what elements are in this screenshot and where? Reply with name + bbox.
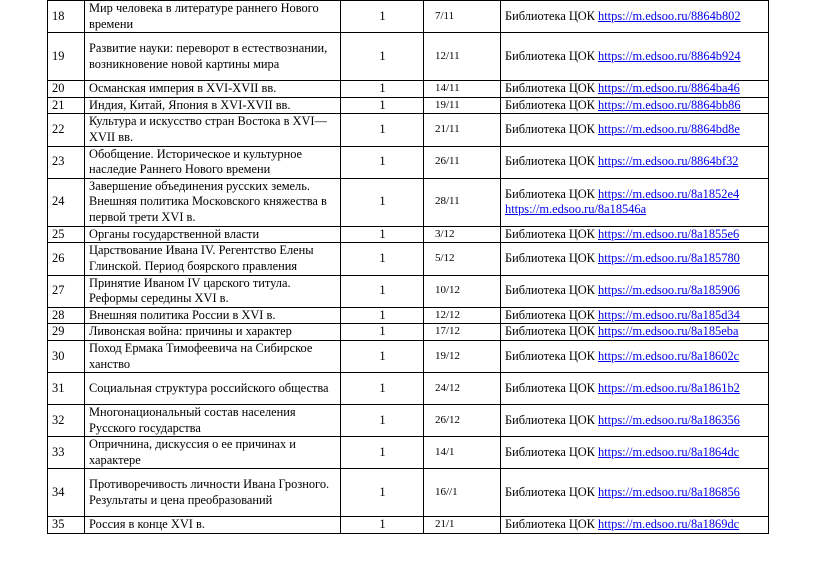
resource-label: Библиотека ЦОК <box>505 412 595 427</box>
lesson-resource-cell <box>501 97 769 114</box>
lesson-date-cell: 3/12 <box>424 226 501 243</box>
resource-link[interactable]: https://m.edsoo.ru/8a1864dc <box>598 445 740 460</box>
resource-label: Библиотека ЦОК <box>505 48 595 63</box>
resource-label: Библиотека ЦОК <box>505 154 595 169</box>
lesson-number-cell: 32 <box>48 405 85 437</box>
resource-link[interactable]: https://m.edsoo.ru/8864bd8e <box>598 122 740 137</box>
resource-label: Библиотека ЦОК <box>505 348 595 363</box>
resource-link[interactable]: https://m.edsoo.ru/8864ba46 <box>598 81 740 96</box>
lesson-date-cell: 12/12 <box>424 307 501 324</box>
resource-link[interactable]: https://m.edsoo.ru/8a1855e6 <box>598 226 740 241</box>
lesson-hours-cell: 1 <box>341 324 424 341</box>
resource-link[interactable]: https://m.edsoo.ru/8864b924 <box>598 48 741 63</box>
resource-label: Библиотека ЦОК <box>505 122 595 137</box>
lesson-date-cell: 17/12 <box>424 324 501 341</box>
lesson-resource-cell <box>501 178 769 226</box>
lesson-hours-cell: 1 <box>341 373 424 405</box>
resource-label: Библиотека ЦОК <box>505 8 595 23</box>
lesson-resource-cell <box>501 33 769 81</box>
resource-link[interactable]: https://m.edsoo.ru/8a186856 <box>598 485 740 500</box>
table-row <box>48 405 769 437</box>
lesson-resource-cell <box>501 81 769 98</box>
lesson-resource-cell <box>501 340 769 372</box>
resource-link[interactable]: https://m.edsoo.ru/8a185906 <box>598 283 740 298</box>
resource-label: Библиотека ЦОК <box>505 307 595 322</box>
resource-label: Библиотека ЦОК <box>505 226 595 241</box>
lesson-hours-cell: 1 <box>341 97 424 114</box>
lesson-plan-table <box>47 0 769 534</box>
lesson-number-cell: 23 <box>48 146 85 178</box>
lesson-topic-cell: Мир человека в литературе раннего Нового времени <box>85 1 341 33</box>
table-row <box>48 226 769 243</box>
lesson-number-cell: 31 <box>48 373 85 405</box>
lesson-number-cell: 30 <box>48 340 85 372</box>
lesson-date-cell: 14/11 <box>424 81 501 98</box>
lesson-hours-cell: 1 <box>341 114 424 146</box>
table-row <box>48 517 769 534</box>
table-row <box>48 81 769 98</box>
lesson-number-cell: 33 <box>48 437 85 469</box>
lesson-date-cell: 7/11 <box>424 1 501 33</box>
resource-label: Библиотека ЦОК <box>505 283 595 298</box>
table-row <box>48 114 769 146</box>
lesson-resource-cell <box>501 146 769 178</box>
lesson-hours-cell: 1 <box>341 146 424 178</box>
lesson-hours-cell: 1 <box>341 469 424 517</box>
lesson-date-cell: 26/11 <box>424 146 501 178</box>
table-row <box>48 97 769 114</box>
table-row <box>48 437 769 469</box>
lesson-number-cell: 29 <box>48 324 85 341</box>
lesson-resource-cell <box>501 275 769 307</box>
lesson-hours-cell: 1 <box>341 307 424 324</box>
lesson-date-cell: 21/11 <box>424 114 501 146</box>
lesson-hours-cell: 1 <box>341 226 424 243</box>
lesson-hours-cell: 1 <box>341 275 424 307</box>
lesson-topic-cell: Индия, Китай, Япония в XVI-XVII вв. <box>85 97 341 114</box>
lesson-resource-cell <box>501 437 769 469</box>
resource-label: Библиотека ЦОК <box>505 81 595 96</box>
resource-label: Библиотека ЦОК <box>505 97 595 112</box>
lesson-date-cell: 19/12 <box>424 340 501 372</box>
resource-link[interactable]: https://m.edsoo.ru/8a1861b2 <box>598 380 740 395</box>
table-row <box>48 1 769 33</box>
resource-link[interactable]: https://m.edsoo.ru/8864bf32 <box>598 154 739 169</box>
table-row <box>48 243 769 275</box>
lesson-date-cell: 24/12 <box>424 373 501 405</box>
lesson-hours-cell: 1 <box>341 178 424 226</box>
lesson-resource-cell <box>501 324 769 341</box>
lesson-number-cell: 24 <box>48 178 85 226</box>
resource-label: Библиотека ЦОК <box>505 485 595 500</box>
table-row <box>48 373 769 405</box>
lesson-hours-cell: 1 <box>341 81 424 98</box>
lesson-topic-cell: Многонациональный состав населения Русского государства <box>85 405 341 437</box>
lesson-date-cell: 14/1 <box>424 437 501 469</box>
lesson-number-cell: 27 <box>48 275 85 307</box>
lesson-hours-cell: 1 <box>341 243 424 275</box>
lesson-resource-cell <box>501 114 769 146</box>
lesson-date-cell: 19/11 <box>424 97 501 114</box>
lesson-topic-cell: Опричнина, дискуссия о ее причинах и характере <box>85 437 341 469</box>
lesson-date-cell: 26/12 <box>424 405 501 437</box>
lesson-topic-cell: Противоречивость личности Ивана Грозного. Результаты и цена преобразований <box>85 469 341 517</box>
lesson-number-cell: 18 <box>48 1 85 33</box>
resource-link[interactable]: https://m.edsoo.ru/8864bb86 <box>598 97 741 112</box>
resource-link[interactable]: https://m.edsoo.ru/8a186356 <box>598 412 740 427</box>
table-row <box>48 33 769 81</box>
lesson-topic-cell: Развитие науки: переворот в естествознании, возникновение новой картины мира <box>85 33 341 81</box>
lesson-resource-cell <box>501 226 769 243</box>
lesson-date-cell: 16//1 <box>424 469 501 517</box>
resource-link[interactable]: https://m.edsoo.ru/8a18602c <box>598 348 740 363</box>
table-row <box>48 469 769 517</box>
lesson-topic-cell: Османская империя в XVI-XVII вв. <box>85 81 341 98</box>
resource-link[interactable]: https://m.edsoo.ru/8a185eba <box>598 324 739 339</box>
resource-link[interactable]: https://m.edsoo.ru/8a185d34 <box>598 307 740 322</box>
lesson-resource-cell <box>501 517 769 534</box>
table-row <box>48 178 769 226</box>
lesson-topic-cell: Поход Ермака Тимофеевича на Сибирское ханство <box>85 340 341 372</box>
lesson-date-cell: 12/11 <box>424 33 501 81</box>
lesson-number-cell: 28 <box>48 307 85 324</box>
lesson-number-cell: 25 <box>48 226 85 243</box>
lesson-number-cell: 21 <box>48 97 85 114</box>
resource-label: Библиотека ЦОК <box>505 324 595 339</box>
lesson-number-cell: 20 <box>48 81 85 98</box>
table-row <box>48 307 769 324</box>
lesson-number-cell: 35 <box>48 517 85 534</box>
lesson-resource-cell <box>501 469 769 517</box>
lesson-resource-cell <box>501 1 769 33</box>
lesson-topic-cell: Внешняя политика России в XVI в. <box>85 307 341 324</box>
resource-link[interactable]: https://m.edsoo.ru/8a1869dc <box>598 517 740 532</box>
resource-label: Библиотека ЦОК <box>505 517 595 532</box>
lesson-number-cell: 34 <box>48 469 85 517</box>
lesson-number-cell: 22 <box>48 114 85 146</box>
resource-label: Библиотека ЦОК <box>505 380 595 395</box>
lesson-date-cell: 21/1 <box>424 517 501 534</box>
lesson-date-cell: 10/12 <box>424 275 501 307</box>
lesson-hours-cell: 1 <box>341 1 424 33</box>
lesson-number-cell: 26 <box>48 243 85 275</box>
table-row <box>48 340 769 372</box>
lesson-plan-body <box>48 1 769 534</box>
lesson-resource-cell <box>501 243 769 275</box>
lesson-resource-cell <box>501 373 769 405</box>
lesson-topic-cell: Принятие Иваном IV царского титула. Реформы середины XVI в. <box>85 275 341 307</box>
resource-link[interactable]: https://m.edsoo.ru/8a18546a <box>505 202 647 217</box>
lesson-resource-cell <box>501 307 769 324</box>
lesson-hours-cell: 1 <box>341 340 424 372</box>
lesson-hours-cell: 1 <box>341 437 424 469</box>
lesson-topic-cell: Органы государственной власти <box>85 226 341 243</box>
lesson-topic-cell: Царствование Ивана IV. Регентство Елены Глинской. Период боярского правления <box>85 243 341 275</box>
lesson-topic-cell: Ливонская война: причины и характер <box>85 324 341 341</box>
resource-label: Библиотека ЦОК <box>505 251 595 266</box>
lesson-topic-cell: Обобщение. Историческое и культурное наследие Раннего Нового времени <box>85 146 341 178</box>
lesson-topic-cell: Культура и искусство стран Востока в XVI—XVII вв. <box>85 114 341 146</box>
lesson-resource-cell <box>501 405 769 437</box>
lesson-date-cell: 5/12 <box>424 243 501 275</box>
table-row <box>48 324 769 341</box>
lesson-hours-cell: 1 <box>341 33 424 81</box>
lesson-topic-cell: Социальная структура российского общества <box>85 373 341 405</box>
lesson-number-cell: 19 <box>48 33 85 81</box>
table-row <box>48 275 769 307</box>
table-row <box>48 146 769 178</box>
resource-link[interactable]: https://m.edsoo.ru/8a185780 <box>598 251 740 266</box>
resource-link[interactable]: https://m.edsoo.ru/8864b802 <box>598 8 741 23</box>
resource-label: Библиотека ЦОК <box>505 186 595 201</box>
lesson-date-cell: 28/11 <box>424 178 501 226</box>
lesson-topic-cell: Завершение объединения русских земель. Внешняя политика Московского княжества в первой трети XVI в. <box>85 178 341 226</box>
lesson-hours-cell: 1 <box>341 517 424 534</box>
lesson-hours-cell: 1 <box>341 405 424 437</box>
resource-label: Библиотека ЦОК <box>505 445 595 460</box>
resource-link[interactable]: https://m.edsoo.ru/8a1852e4 <box>598 186 740 201</box>
lesson-topic-cell: Россия в конце XVI в. <box>85 517 341 534</box>
